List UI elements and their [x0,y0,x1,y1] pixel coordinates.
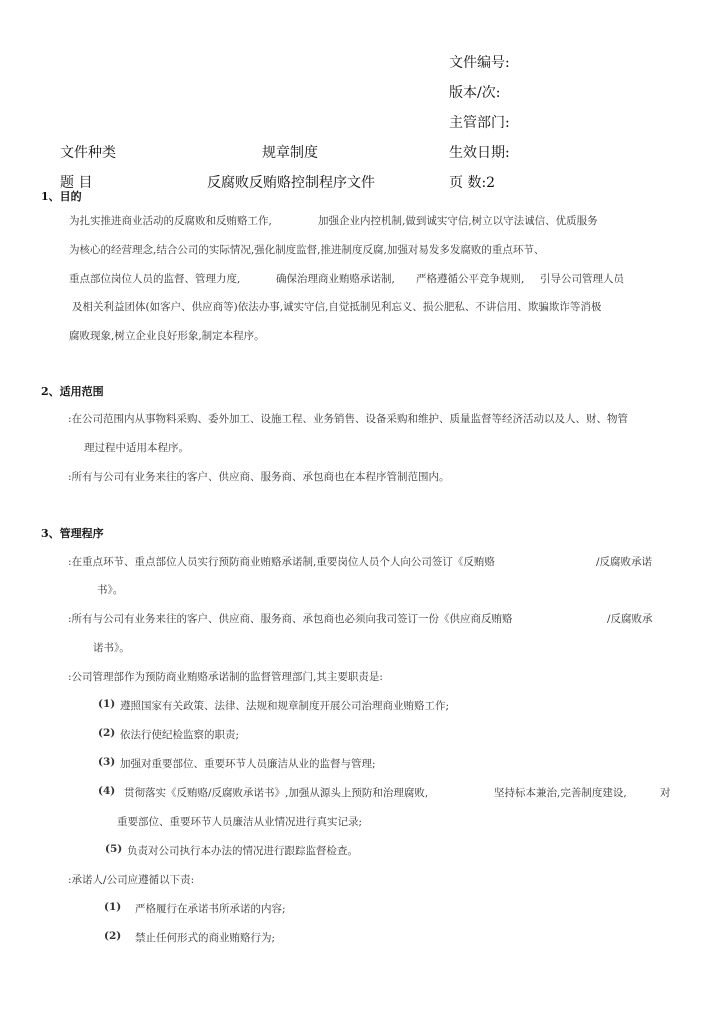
section-1-line: 加强企业内控机制,做到诚实守信,树立以守法诚信、优质服务 [318,215,598,227]
list-item: 依法行使纪检监察的职责; [120,729,240,741]
list-item: 对 [660,787,671,799]
section-3-line: 诺书》。 [93,642,130,654]
list-number: (3) [98,756,116,768]
section-1-line: 重点部位岗位人员的监督、管理力度, [69,273,241,285]
list-number: (2) [104,930,122,942]
section-1-line: 确保治理商业贿赂承诺制, [276,273,395,285]
list-number: (2) [98,727,116,739]
doc-number-label: 文件编号: [449,55,510,71]
department-label: 主管部门: [449,115,510,131]
list-item: 重要部位、重要环节人员廉洁从业情况进行真实记录; [117,816,363,828]
section-1-line: 及相关利益团体(如客户、供应商等)依法办事,诚实守信,自觉抵制见利忘义、损公肥私、不讲信用、欺骗欺诈等消极 [72,301,602,313]
doc-type-label: 文件种类 [60,145,116,161]
list-item: 严格履行在承诺书所承诺的内容; [135,903,286,915]
list-item: 遵照国家有关政策、法律、法规和规章制度开展公司治理商业贿赂工作; [120,700,450,712]
list-item: 加强对重要部位、重要环节人员廉洁从业的监督与管理; [120,758,376,770]
section-3-title: 3、管理程序 [41,527,104,540]
list-number: (4) [98,785,116,797]
list-item: 贯彻落实《反贿赂/反腐败承诺书》,加强从源头上预防和治理腐败, [124,787,429,799]
section-1-line: 严格遵循公平竞争规则, [416,273,525,285]
section-3-line: :承诺人/公司应遵循以下责: [68,874,195,886]
section-1-line: 腐败现象,树立企业良好形象,制定本程序。 [69,330,265,342]
section-3-line: :所有与公司有业务来往的客户、供应商、服务商、承包商也必须向我司签订一份《供应商反贿赂 [68,613,513,625]
list-item: 禁止任何形式的商业贿赂行为; [135,932,276,944]
list-item: 负责对公司执行本办法的情况进行跟踪监督检查。 [127,845,358,857]
effective-date-label: 生效日期: [449,145,510,161]
section-2-title: 2、适用范围 [41,385,104,398]
list-item: 坚持标本兼治,完善制度建设, [494,787,627,799]
page-count: 页 数:2 [449,175,496,191]
doc-type-value: 规章制度 [262,145,318,161]
section-2-line: :在公司范围内从事物料采购、委外加工、设施工程、业务销售、设备采购和维护、质量监督等经济活动以及人、财、物管 [68,413,629,425]
section-3-line: :在重点环节、重点部位人员实行预防商业贿赂承诺制,重要岗位人员个人向公司签订《反贿赂 [68,556,495,568]
section-3-line: /反腐败承诺 [596,556,653,568]
section-1-title: 1、目的 [41,190,82,203]
list-number: (1) [98,698,116,710]
section-2-line: 理过程中适用本程序。 [84,442,189,454]
section-1-line: 为核心的经营理念,结合公司的实际情况,强化制度监督,推进制度反腐,加强对易发多发腐败的重点环节、 [69,244,545,256]
subject-value: 反腐败反贿赂控制程序文件 [207,175,375,191]
section-3-line: :公司管理部作为预防商业贿赂承诺制的监督管理部门,其主要职责是: [68,671,383,683]
version-label: 版本/次: [449,85,501,101]
section-2-line: :所有与公司有业务来往的客户、供应商、服务商、承包商也在本程序管制范围内。 [68,471,450,483]
list-number: (1) [104,901,122,913]
list-number: (5) [105,843,123,855]
section-1-line: 引导公司管理人员 [540,273,624,285]
section-3-line: 书》。 [97,584,124,596]
subject-label: 题 目 [60,175,93,191]
section-1-line: 为扎实推进商业活动的反腐败和反贿赂工作, [69,215,272,227]
section-3-line: /反腐败承 [607,613,653,625]
